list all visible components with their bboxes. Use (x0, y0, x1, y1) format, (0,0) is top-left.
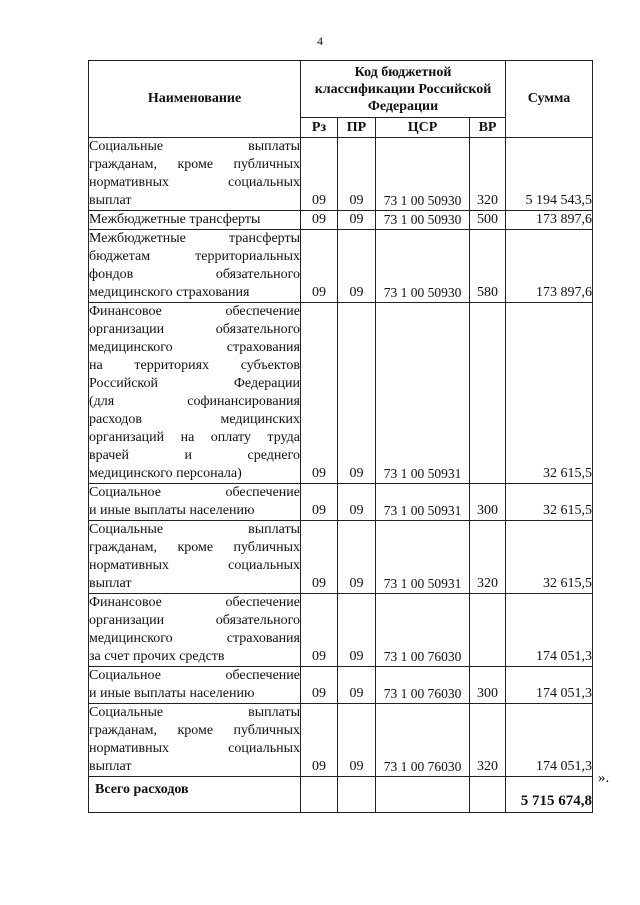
header-code-line: Федерации (367, 99, 439, 114)
row-rz: 09 (301, 484, 338, 521)
row-name-line: нормативных социальных (89, 741, 300, 756)
row-sum: 173 897,6 (506, 211, 593, 230)
row-name-line: расходов медицинских (89, 412, 300, 427)
row-sum: 174 051,3 (506, 667, 593, 704)
row-vr: 300 (470, 484, 506, 521)
table-row (89, 521, 593, 594)
row-rz: 09 (301, 521, 338, 594)
row-rz: 09 (301, 594, 338, 667)
row-name-line: Межбюджетные трансферты (89, 231, 300, 246)
row-name-line: выплат (89, 576, 132, 591)
row-pr: 09 (338, 138, 376, 211)
row-name-line: медицинского страхования (89, 285, 250, 300)
closing-quote: ». (598, 770, 610, 786)
row-name-line: (для софинансирования (89, 394, 300, 409)
row-name (89, 704, 301, 777)
row-vr: 320 (470, 138, 506, 211)
row-vr: 500 (470, 211, 506, 230)
total-label: Всего расходов (89, 777, 301, 813)
row-name (89, 138, 301, 211)
row-name-line: и иные выплаты населению (89, 686, 255, 701)
row-sum: 174 051,3 (506, 704, 593, 777)
header-sum: Сумма (506, 61, 593, 138)
row-rz: 09 (301, 230, 338, 303)
row-pr: 09 (338, 303, 376, 484)
row-csr: 73 1 00 50931 (376, 484, 470, 521)
table-row (89, 594, 593, 667)
row-name (89, 303, 301, 484)
row-name-line: и иные выплаты населению (89, 503, 255, 518)
row-csr: 73 1 00 50931 (376, 303, 470, 484)
table-row (89, 704, 593, 777)
row-name-line: Социальные выплаты (89, 522, 300, 537)
row-name-line: организации обязательного (89, 613, 300, 628)
row-name-line: выплат (89, 759, 132, 774)
row-name-line: Российской Федерации (89, 376, 300, 391)
row-csr: 73 1 00 50930 (376, 230, 470, 303)
row-name-line: организаций на оплату труда (89, 430, 300, 445)
row-name-line: нормативных социальных (89, 558, 300, 573)
row-sum: 32 615,5 (506, 521, 593, 594)
row-name (89, 667, 301, 704)
row-csr: 73 1 00 50930 (376, 211, 470, 230)
table-row (89, 484, 593, 521)
total-empty-cell (338, 777, 376, 813)
row-csr: 73 1 00 50930 (376, 138, 470, 211)
row-vr: 300 (470, 667, 506, 704)
row-pr: 09 (338, 704, 376, 777)
row-pr: 09 (338, 521, 376, 594)
row-rz: 09 (301, 138, 338, 211)
row-sum: 174 051,3 (506, 594, 593, 667)
row-csr: 73 1 00 76030 (376, 594, 470, 667)
row-csr: 73 1 00 50931 (376, 521, 470, 594)
row-name-line: гражданам, кроме публичных (89, 540, 300, 555)
row-name (89, 594, 301, 667)
row-rz: 09 (301, 211, 338, 230)
table-row (89, 667, 593, 704)
row-name-line: бюджетам территориальных (89, 249, 300, 264)
header-rz: Рз (301, 118, 338, 138)
row-name-line: нормативных социальных (89, 175, 300, 190)
budget-table (88, 60, 593, 813)
row-vr: 320 (470, 704, 506, 777)
row-name-line: гражданам, кроме публичных (89, 723, 300, 738)
row-name (89, 230, 301, 303)
row-name-line: за счет прочих средств (89, 649, 225, 664)
row-rz: 09 (301, 667, 338, 704)
row-csr: 73 1 00 76030 (376, 704, 470, 777)
row-vr: 580 (470, 230, 506, 303)
row-name-line: организации обязательного (89, 322, 300, 337)
row-name-line: на территориях субъектов (89, 358, 300, 373)
row-csr: 73 1 00 76030 (376, 667, 470, 704)
row-name-line: Социальные выплаты (89, 139, 300, 154)
row-name-line: фондов обязательного (89, 267, 300, 282)
row-name-line: медицинского страхования (89, 340, 300, 355)
row-name-line: Социальное обеспечение (89, 668, 300, 683)
total-sum: 5 715 674,8 (506, 777, 593, 813)
row-name-line: гражданам, кроме публичных (89, 157, 300, 172)
total-empty-cell (470, 777, 506, 813)
header-name: Наименование (89, 61, 301, 138)
row-name-line: медицинского страхования (89, 631, 300, 646)
row-name-line: медицинского персонала) (89, 466, 242, 481)
header-code-line: классификации Российской (314, 82, 492, 97)
header-code (301, 61, 506, 118)
table-row (89, 211, 593, 230)
row-name (89, 211, 301, 230)
row-vr: 320 (470, 521, 506, 594)
row-name-line: Межбюджетные трансферты (89, 212, 261, 227)
row-sum: 173 897,6 (506, 230, 593, 303)
row-sum: 32 615,5 (506, 303, 593, 484)
total-empty-cell (301, 777, 338, 813)
header-csr: ЦСР (376, 118, 470, 138)
row-pr: 09 (338, 594, 376, 667)
table-row (89, 303, 593, 484)
page-number: 4 (317, 34, 323, 48)
row-name-line: Социальное обеспечение (89, 485, 300, 500)
row-pr: 09 (338, 667, 376, 704)
table-row (89, 230, 593, 303)
row-pr: 09 (338, 230, 376, 303)
row-name-line: Финансовое обеспечение (89, 304, 300, 319)
row-rz: 09 (301, 303, 338, 484)
total-empty-cell (376, 777, 470, 813)
row-name-line: Социальные выплаты (89, 705, 300, 720)
header-vr: ВР (470, 118, 506, 138)
row-vr (470, 594, 506, 667)
table-row (89, 138, 593, 211)
row-name-line: Финансовое обеспечение (89, 595, 300, 610)
row-pr: 09 (338, 211, 376, 230)
header-code-line: Код бюджетной (354, 65, 452, 80)
row-name-line: выплат (89, 193, 132, 208)
row-sum: 5 194 543,5 (506, 138, 593, 211)
header-pr: ПР (338, 118, 376, 138)
row-rz: 09 (301, 704, 338, 777)
row-vr (470, 303, 506, 484)
row-name (89, 521, 301, 594)
row-pr: 09 (338, 484, 376, 521)
row-sum: 32 615,5 (506, 484, 593, 521)
row-name-line: врачей и среднего (89, 448, 300, 463)
row-name (89, 484, 301, 521)
